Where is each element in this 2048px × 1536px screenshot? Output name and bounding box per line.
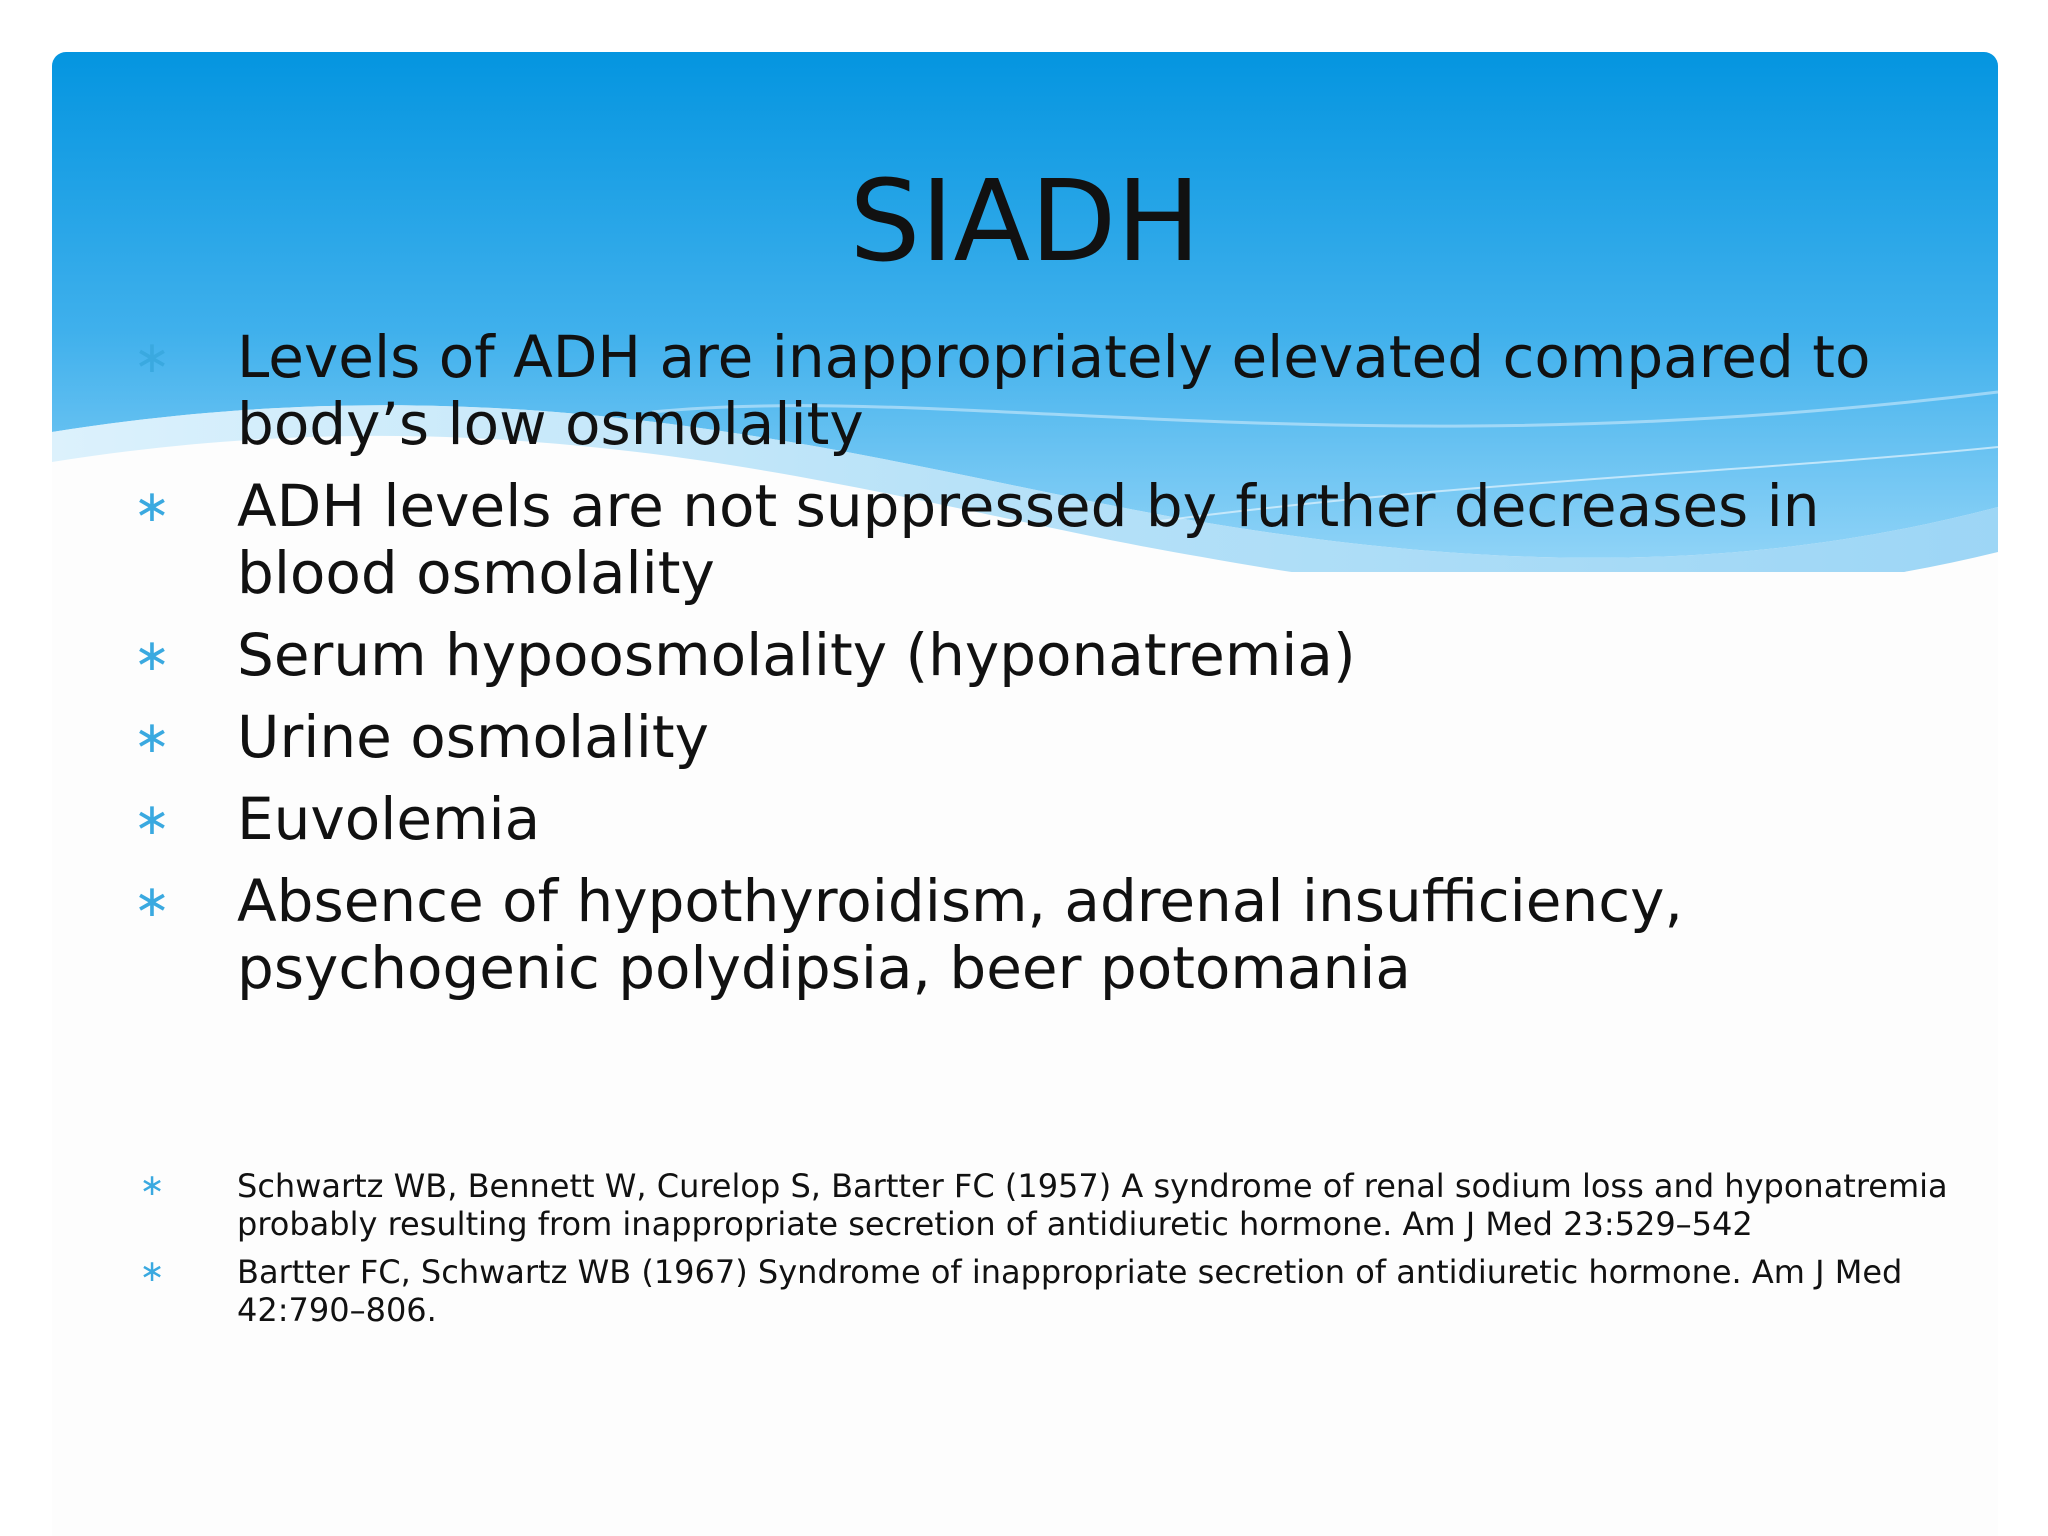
bullet-item bbox=[122, 868, 1972, 1002]
bullet-item bbox=[122, 324, 1972, 458]
asterisk-bullet-icon: ∗ bbox=[133, 481, 171, 532]
asterisk-bullet-icon: ∗ bbox=[133, 712, 171, 763]
reference-item bbox=[122, 1167, 1982, 1243]
asterisk-bullet-icon: ∗ bbox=[133, 876, 171, 927]
bullet-item bbox=[122, 473, 1972, 607]
reference-item bbox=[122, 1253, 1982, 1329]
bullet-list bbox=[122, 324, 1972, 1017]
bullet-text: Euvolemia bbox=[237, 785, 541, 853]
asterisk-bullet-icon: ∗ bbox=[133, 794, 171, 845]
reference-text: Bartter FC, Schwartz WB (1967) Syndrome of inappropriate secretion of antidiuretic hormone. Am J Med 42:790–806. bbox=[237, 1253, 1903, 1329]
bullet-item bbox=[122, 622, 1972, 689]
asterisk-bullet-icon: ∗ bbox=[139, 1168, 165, 1203]
asterisk-bullet-icon: ∗ bbox=[139, 1254, 165, 1289]
bullet-item bbox=[122, 786, 1972, 853]
bullet-item bbox=[122, 704, 1972, 771]
bullet-text: Levels of ADH are inappropriately elevated compared to body’s low osmolality bbox=[237, 323, 1871, 458]
reference-text: Schwartz WB, Bennett W, Curelop S, Bartter FC (1957) A syndrome of renal sodium loss and hyponatremia probably resulting from inappropriate secretion of antidiuretic hormone. Am J Med 23:529–542 bbox=[237, 1167, 1948, 1243]
bullet-text: ADH levels are not suppressed by further decreases in blood osmolality bbox=[237, 472, 1820, 607]
bullet-text: Absence of hypothyroidism, adrenal insufficiency, psychogenic polydipsia, beer potomania bbox=[237, 867, 1683, 1002]
reference-list bbox=[122, 1167, 1982, 1339]
slide-title: SIADH bbox=[849, 157, 1201, 287]
slide bbox=[52, 52, 1998, 1536]
bullet-text: Urine osmolality bbox=[237, 703, 709, 771]
asterisk-bullet-icon: ∗ bbox=[133, 630, 171, 681]
bullet-text: Serum hypoosmolality (hyponatremia) bbox=[237, 621, 1356, 689]
asterisk-bullet-icon: ∗ bbox=[133, 332, 171, 383]
